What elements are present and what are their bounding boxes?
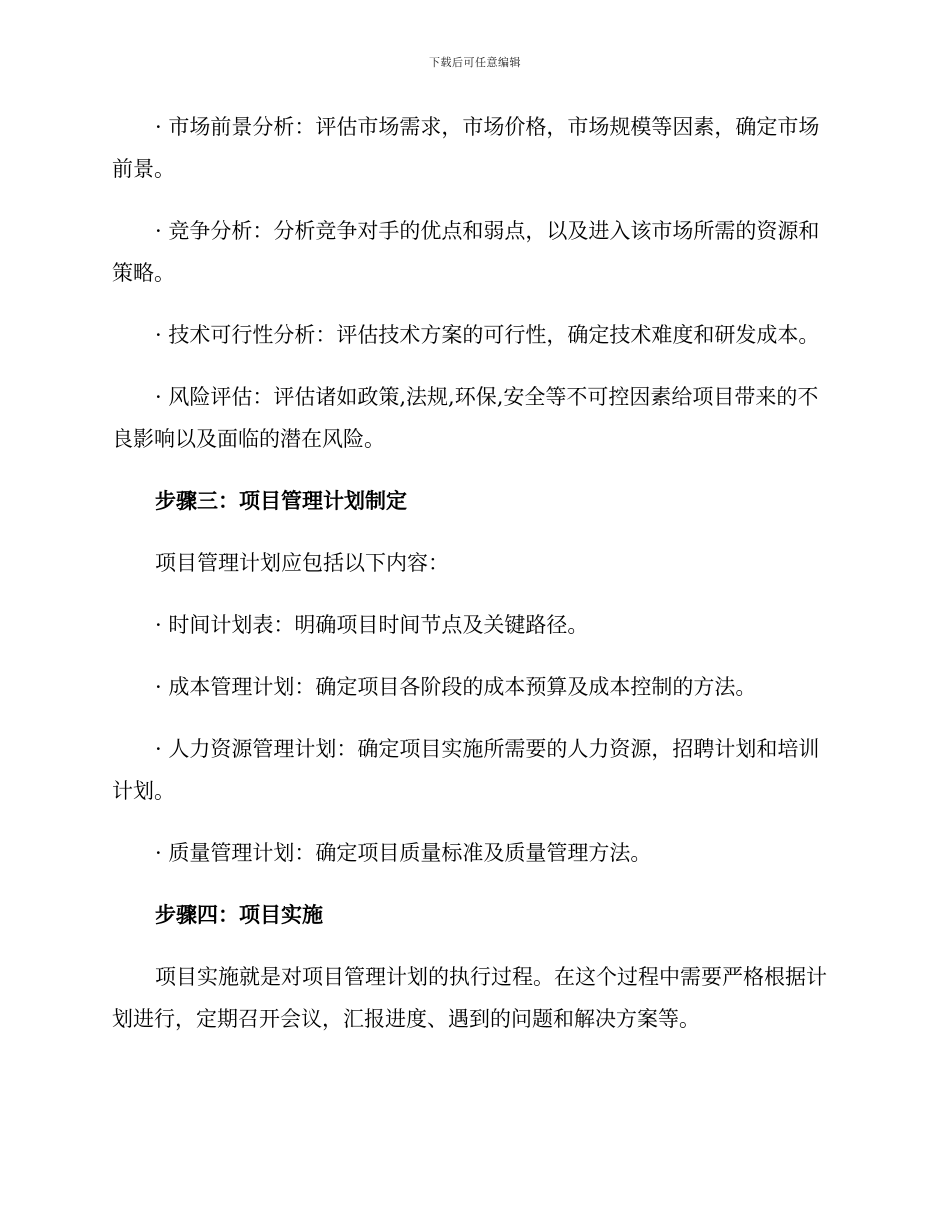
bullet-technical-feasibility: · 技术可行性分析：评估技术方案的可行性，确定技术难度和研发成本。: [155, 323, 820, 347]
heading-step-four: 步骤四：项目实施: [155, 902, 323, 927]
bullet-hr-plan: · 人力资源管理计划：确定项目实施所需要的人力资源，招聘计划和培训计划。: [112, 737, 820, 803]
header-note: 下载后可任意编辑: [429, 56, 521, 69]
plan-intro: 项目管理计划应包括以下内容：: [155, 551, 449, 575]
bullet-quality-plan: · 质量管理计划：确定项目质量标准及质量管理方法。: [155, 841, 652, 865]
bullet-cost-plan: · 成本管理计划：确定项目各阶段的成本预算及成本控制的方法。: [155, 675, 757, 699]
document-body: [112, 106, 838, 1060]
bullet-schedule: · 时间计划表：明确项目时间节点及关键路径。: [155, 613, 589, 637]
heading-step-three: 步骤三：项目管理计划制定: [155, 488, 407, 513]
bullet-market-outlook: · 市场前景分析：评估市场需求，市场价格，市场规模等因素，确定市场前景。: [112, 115, 820, 181]
implementation-paragraph: 项目实施就是对项目管理计划的执行过程。在这个过程中需要严格根据计划进行，定期召开会议，汇报进度、遇到的问题和解决方案等。: [112, 965, 827, 1031]
bullet-competition-analysis: · 竞争分析：分析竞争对手的优点和弱点，以及进入该市场所需的资源和策略。: [112, 219, 820, 285]
bullet-risk-assessment: · 风险评估：评估诸如政策,法规,环保,安全等不可控因素给项目带来的不良影响以及面临的潜在风险。: [112, 385, 819, 451]
